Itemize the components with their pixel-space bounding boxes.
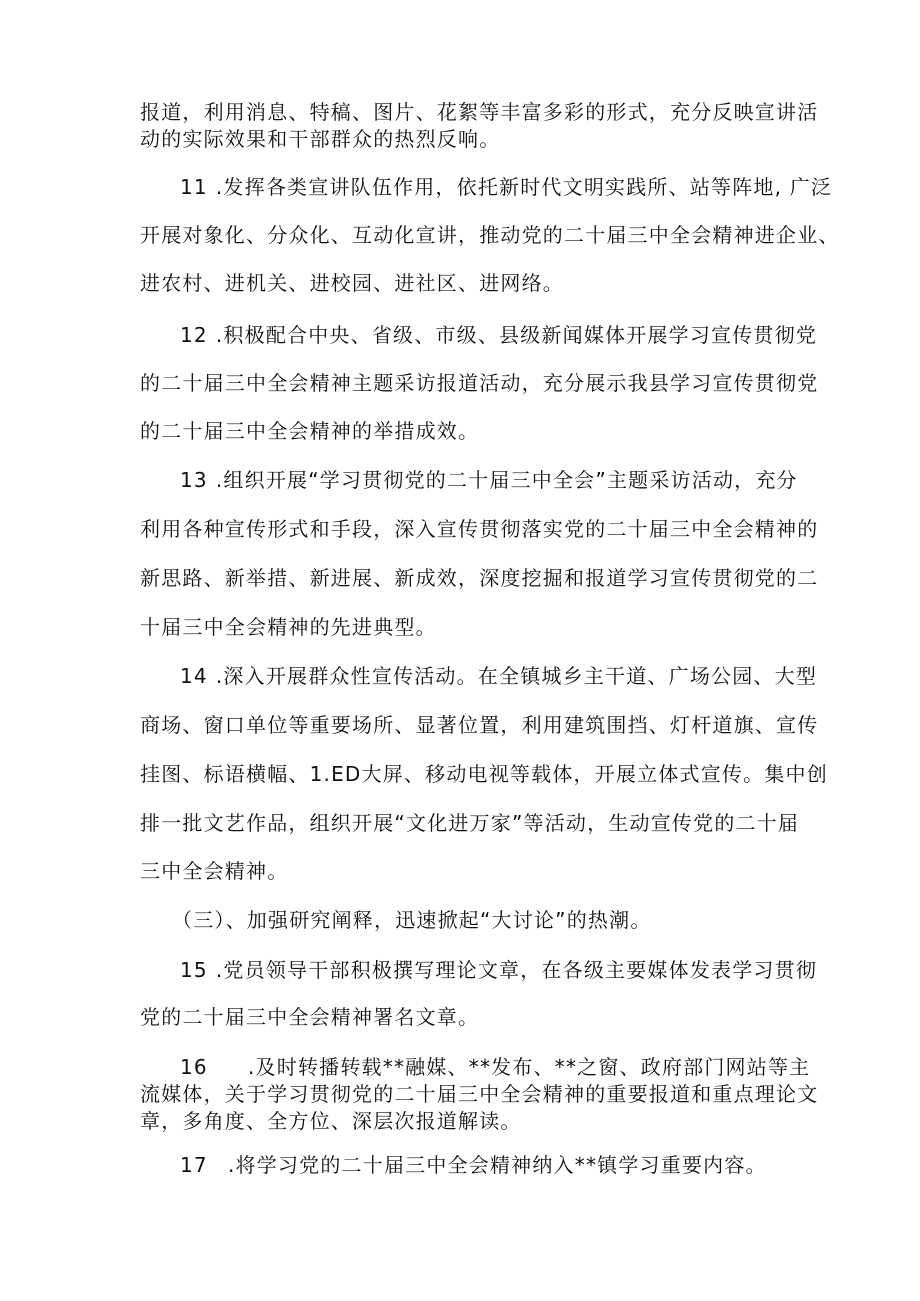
item-number: 16 xyxy=(180,1055,208,1079)
paragraph-line: 新思路、新举措、新进展、新成效，深度挖掘和报道学习宣传贯彻党的二 xyxy=(140,566,819,590)
paragraph-line: 排一批文艺作品，组织开展“文化进万家”等活动，生动宣传党的二十届 xyxy=(140,811,800,835)
paragraph-line: 挂图、标语横幅、1.ED大屏、移动电视等载体，开展立体式宣传。集中创 xyxy=(140,762,828,786)
paragraph-line: 利用各种宣传形式和手段，深入宣传贯彻落实党的二十届三中全会精神的 xyxy=(140,517,819,541)
item-number: 17 xyxy=(180,1153,208,1177)
paragraph-line: 14 .深入开展群众性宣传活动。在全镇城乡主干道、广场公园、大型 xyxy=(180,664,818,688)
paragraph-line: 的二十届三中全会精神主题采访报道活动，充分展示我县学习宣传贯彻党 xyxy=(140,371,819,395)
paragraph-line: 11 .发挥各类宣讲队伍作用，依托新时代文明实践所、站等阵地, 广泛 xyxy=(180,175,833,199)
item-number: 12 xyxy=(180,323,208,347)
paragraph-line: 三中全会精神。 xyxy=(140,859,289,883)
paragraph-line: 的二十届三中全会精神的举措成效。 xyxy=(140,419,480,443)
item-number: 14 xyxy=(180,664,208,688)
paragraph-line: 流媒体，关于学习贯彻党的二十届三中全会精神的重要报道和重点理论文 xyxy=(140,1082,819,1106)
item-number: 15 xyxy=(180,958,208,982)
paragraph-line: 13 .组织开展“学习贯彻党的二十届三中全会”主题采访活动，充分 xyxy=(180,468,798,492)
paragraph-line: 进农村、进机关、进校园、进社区、进网络。 xyxy=(140,271,564,295)
paragraph-line: 开展对象化、分众化、互动化宣讲，推动党的二十届三中全会精神进企业、 xyxy=(140,223,840,247)
paragraph-line: 17 .将学习党的二十届三中全会精神纳入**镇学习重要内容。 xyxy=(180,1153,767,1177)
paragraph-line: 12 .积极配合中央、省级、市级、县级新闻媒体开展学习宣传贯彻党 xyxy=(180,323,818,347)
paragraph-line: 十届三中全会精神的先进典型。 xyxy=(140,615,437,639)
paragraph-line: 章，多角度、全方位、深层次报道解读。 xyxy=(140,1109,522,1133)
item-number: 11 xyxy=(180,175,208,199)
paragraph-line: 动的实际效果和干部群众的热烈反响。 xyxy=(140,127,501,151)
paragraph-line: 商场、窗口单位等重要场所、显著位置，利用建筑围挡、灯杆道旗、宣传 xyxy=(140,713,819,737)
section-heading: （三）、加强研究阐释，迅速掀起“大讨论”的热潮。 xyxy=(172,908,652,932)
paragraph-line: 16 .及时转播转载**融媒、**发布、**之窗、政府部门网站等主 xyxy=(180,1055,811,1079)
item-number: 13 xyxy=(180,468,208,492)
paragraph-line: 党的二十届三中全会精神署名文章。 xyxy=(140,1005,480,1029)
paragraph-line: 报道，利用消息、特稿、图片、花絮等丰富多彩的形式，充分反映宣讲活 xyxy=(140,100,819,124)
paragraph-line: 15 .党员领导干部积极撰写理论文章，在各级主要媒体发表学习贯彻 xyxy=(180,958,818,982)
